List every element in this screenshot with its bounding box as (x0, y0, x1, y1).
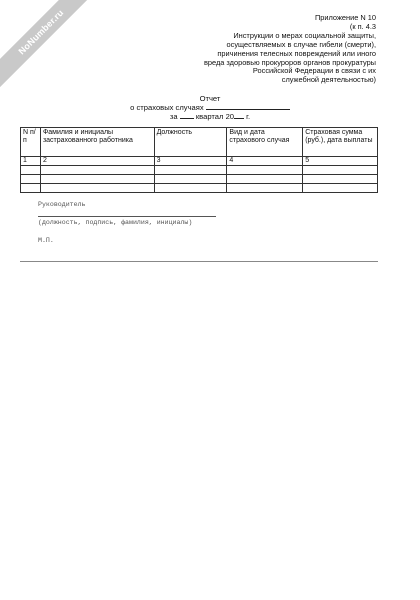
appendix-line: Инструкции о мерах социальной защиты, (233, 30, 376, 40)
header-sum: Страховая сумма (руб.), дата выплаты (303, 128, 378, 157)
report-period-blank (206, 109, 290, 110)
report-subtitle-text: о страховых случаях (130, 103, 204, 112)
report-title: Отчет (199, 94, 221, 103)
table-cell[interactable] (21, 166, 41, 175)
appendix-header (136, 14, 376, 85)
table-cell[interactable] (21, 184, 41, 193)
signature-caption: (должность, подпись, фамилия, инициалы) (38, 219, 193, 226)
table-cell[interactable] (227, 184, 303, 193)
column-number: 1 (21, 157, 41, 166)
column-number: 2 (40, 157, 154, 166)
appendix-line: (к п. 4.3 (349, 21, 376, 31)
header-position: Должность (154, 128, 227, 157)
watermark-text: NoNumber.ru (16, 7, 66, 57)
column-number: 3 (154, 157, 227, 166)
quarter-prefix: за (169, 112, 178, 121)
appendix-line: служебной деятельностью) (281, 75, 376, 85)
report-quarter-line (0, 112, 420, 121)
appendix-line: Российской Федерации в связи с их (252, 66, 376, 76)
table-cell[interactable] (227, 175, 303, 184)
table-cell[interactable] (21, 175, 41, 184)
signature-line (38, 216, 216, 217)
table-row (21, 175, 378, 184)
table-cell[interactable] (40, 175, 154, 184)
appendix-line: причинения телесных повреждений или иного (217, 48, 376, 58)
header-case: Вид и дата страхового случая (227, 128, 303, 157)
table-numbering-row (21, 157, 378, 166)
quarter-label: квартал 20 (195, 112, 235, 121)
table-row (21, 184, 378, 193)
stamp-place: М.П. (38, 237, 54, 244)
year-suffix: г. (246, 112, 251, 121)
table-cell[interactable] (154, 166, 227, 175)
quarter-blank (180, 118, 194, 119)
column-number: 5 (303, 157, 378, 166)
table-cell[interactable] (303, 166, 378, 175)
page-divider (20, 261, 378, 262)
table-cell[interactable] (154, 184, 227, 193)
table-row (21, 166, 378, 175)
appendix-line: вреда здоровью прокуроров органов прокуратуры (203, 57, 376, 67)
column-number: 4 (227, 157, 303, 166)
header-number: N п/п (21, 128, 41, 157)
table-cell[interactable] (40, 166, 154, 175)
watermark-ribbon (0, 0, 101, 92)
table-cell[interactable] (40, 184, 154, 193)
year-blank (234, 118, 244, 119)
table-cell[interactable] (154, 175, 227, 184)
signature-label: Руководитель (38, 201, 86, 208)
header-name: Фамилия и инициалы застрахованного работника (40, 128, 154, 157)
table-header-row (21, 128, 378, 157)
insurance-cases-table (20, 127, 378, 193)
appendix-line: осуществляемых в случае гибели (смерти), (226, 39, 376, 49)
appendix-line: Приложение N 10 (314, 13, 376, 22)
table-cell[interactable] (303, 175, 378, 184)
table-cell[interactable] (227, 166, 303, 175)
table-cell[interactable] (303, 184, 378, 193)
report-subtitle (0, 103, 420, 112)
